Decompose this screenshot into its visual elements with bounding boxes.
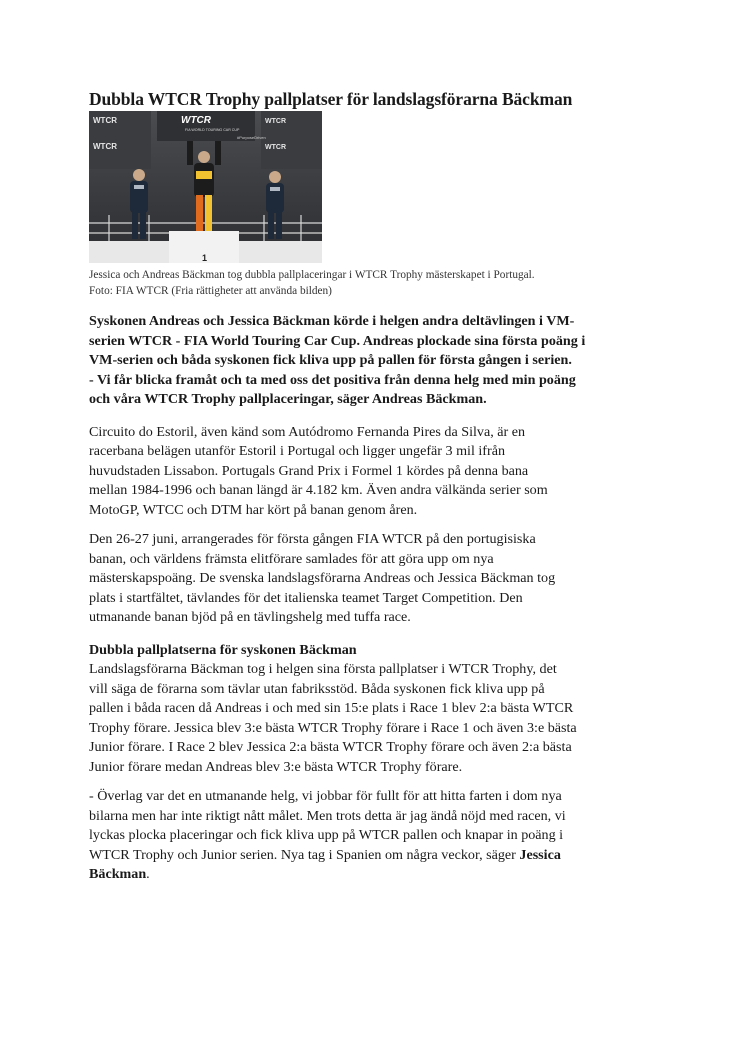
- paragraph-line: pallen i båda racen då Andreas i och med sin 15:e plats i Race 1 blev 2:a bästa WTCR: [89, 700, 574, 716]
- banner-right-text: #PurposeDriven: [237, 135, 266, 140]
- banner-sub-text: FIA WORLD TOURING CAR CUP: [185, 128, 240, 132]
- paragraph-line: vill säga de förarna som tävlar utan fabriksstöd. Båda syskonen fick kliva upp på: [89, 680, 545, 697]
- document-page: [89, 88, 657, 885]
- paragraph-line: MotoGP, WTCC och DTM har kört på banan genom åren.: [89, 501, 418, 518]
- quote-end: .: [146, 866, 150, 882]
- paragraph-results: [89, 660, 657, 777]
- paragraph-quote: [89, 787, 657, 885]
- svg-text:WTCR: WTCR: [265, 144, 286, 151]
- paragraph-line: mellan 1984-1996 och banan längd är 4.182 km. Även andra välkända serier som: [89, 482, 548, 498]
- podium-photo: [89, 111, 322, 263]
- banner-center-text: WTCR: [181, 115, 211, 126]
- paragraph-line: lyckas plocka placeringar och fick kliva upp på WTCR pallen och knapar in poäng i: [89, 827, 564, 843]
- article-title: Dubbla WTCR Trophy pallplatser för landslagsförarna Bäckman: [89, 89, 573, 109]
- lead-paragraph: [89, 312, 657, 410]
- paragraph-line: Landslagsförarna Bäckman tog i helgen sina första pallplatser i WTCR Trophy, det: [89, 661, 557, 677]
- lead-line: serien WTCR - FIA World Touring Car Cup. Andreas plockade sina första poäng i: [89, 332, 586, 349]
- paragraph-line: bilarna men har inte riktigt nått målet. Men trots detta är jag ändå nöjd med racen, vi: [89, 807, 566, 824]
- section-subheading: Dubbla pallplatserna för syskonen Bäckman: [89, 641, 357, 658]
- quote-text: WTCR Trophy och Junior serien. Nya tag i Spanien om några veckor, säger: [89, 846, 516, 863]
- podium-step-number: 1: [202, 253, 208, 263]
- paragraph-line: huvudstaden Lissabon. Portugals Grand Prix i Formel 1 kördes på denna bana: [89, 462, 529, 479]
- paragraph-estoril: [89, 423, 657, 521]
- lead-line: - Vi får blicka framåt och ta med oss det positiva från denna helg med min poäng: [89, 371, 576, 388]
- lead-line: VM-serien och båda syskonen fick kliva upp på pallen för första gången i serien.: [89, 352, 572, 368]
- quote-speaker-last-name: Bäckman: [89, 866, 147, 882]
- paragraph-line: Circuito do Estoril, även känd som Autódromo Fernanda Pires da Silva, är en: [89, 423, 526, 440]
- paragraph-event: [89, 530, 657, 628]
- caption-line: Jessica och Andreas Bäckman tog dubbla pallplaceringar i WTCR Trophy mästerskapet i Portugal.: [89, 269, 535, 281]
- paragraph-line: racerbana belägen utanför Estoril i Portugal och ligger ungefär 3 mil ifrån: [89, 443, 505, 459]
- caption-line: Foto: FIA WTCR (Fria rättigheter att använda bilden): [89, 284, 332, 297]
- paragraph-line: banan, och världens främsta elitförare samlades för att göra upp om nya: [89, 550, 494, 567]
- paragraph-line: plats i startfältet, tävlandes för det italienska teamet Target Competition. Den: [89, 589, 523, 606]
- svg-text:WTCR: WTCR: [265, 118, 286, 125]
- quote-speaker-first-name: Jessica: [519, 846, 561, 863]
- paragraph-line: - Överlag var det en utmanande helg, vi jobbar för fullt för att hitta farten i dom nya: [89, 788, 562, 804]
- lead-line: Syskonen Andreas och Jessica Bäckman körde i helgen andra deltävlingen i VM-: [89, 313, 575, 329]
- paragraph-line: Junior förare medan Andreas blev 3:e bästa WTCR Trophy förare.: [89, 758, 463, 775]
- paragraph-line: utmanande banan bjöd på en tävlingshelg med tuffa race.: [89, 609, 411, 625]
- podium-photo-illustration: [89, 111, 322, 263]
- photo-caption: [89, 268, 657, 299]
- paragraph-line: Junior förare. I Race 2 blev Jessica 2:a bästa WTCR Trophy förare och även 2:a bästa: [89, 739, 572, 755]
- svg-text:WTCR: WTCR: [93, 142, 117, 151]
- paragraph-line: [89, 846, 657, 866]
- paragraph-line: mästerskapspoäng. De svenska landslagsförarna Andreas och Jessica Bäckman tog: [89, 570, 556, 586]
- banner-left-text: WTCR: [93, 116, 117, 125]
- paragraph-line: [89, 865, 657, 885]
- paragraph-line: Den 26-27 juni, arrangerades för första gången FIA WTCR på den portugisiska: [89, 531, 536, 547]
- paragraph-line: Trophy förare. Jessica blev 3:e bästa WTCR Trophy förare i Race 1 och även 3:e bästa: [89, 719, 577, 736]
- lead-line: och våra WTCR Trophy pallplaceringar, säger Andreas Bäckman.: [89, 391, 487, 407]
